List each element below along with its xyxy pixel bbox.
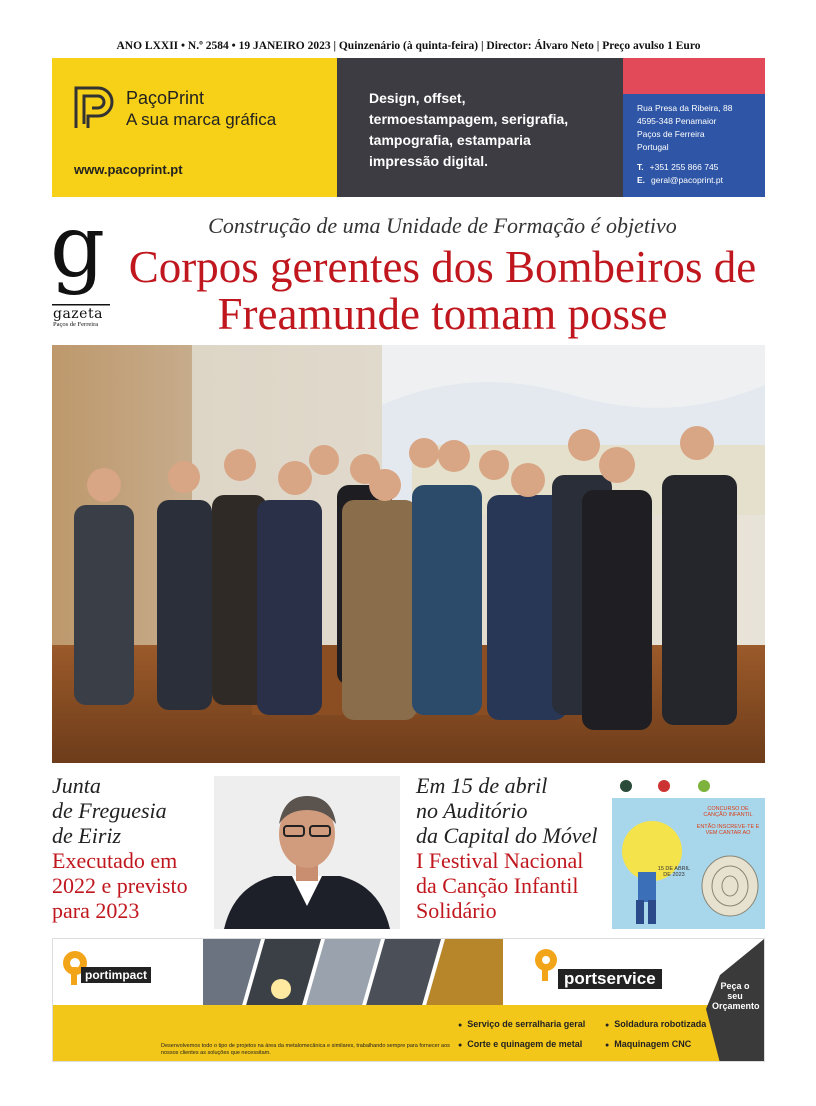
- pacoprint-logo-icon: [74, 86, 116, 130]
- story-right-kicker-3: da Capital do Móvel: [416, 823, 598, 848]
- festival-poster-image: [612, 776, 765, 929]
- ad-red-strip: [623, 58, 765, 94]
- poster-text-2: ENTÃO INSCREVE-TE E VEM CANTAR AO: [696, 824, 760, 836]
- story-left-kicker-1: Junta: [52, 773, 101, 798]
- poster-text-3: 15 DE ABRIL DE 2023: [657, 866, 691, 878]
- ad-services-panel: [337, 58, 623, 197]
- gazeta-logo-letter: g: [50, 197, 106, 297]
- quote-cta-button[interactable]: Peça o seu Orçamento: [712, 981, 760, 1011]
- story-left-kicker-2: de Freguesia: [52, 798, 167, 823]
- festival-poster[interactable]: [612, 776, 765, 929]
- portservice-logo-icon: [533, 947, 559, 981]
- ad-services-text: Design, offset, termoestampagem, serigrafia, tampografia, estamparia impressão digital.: [369, 90, 569, 169]
- story-right-headline-1: I Festival Nacional: [416, 848, 584, 873]
- service-item-1: ● Serviço de serralharia geral: [458, 1019, 585, 1029]
- main-story-kicker: Construção de uma Unidade de Formação é objetivo: [208, 213, 677, 238]
- top-banner-ad[interactable]: [52, 58, 765, 197]
- service-item-4: ● Maquinagem CNC: [605, 1039, 691, 1049]
- service-item-3: ● Corte e quinagem de metal: [458, 1039, 582, 1049]
- service-item-2: ● Soldadura robotizada: [605, 1019, 706, 1029]
- gazeta-logo-subtitle: Paços de Ferreira: [53, 321, 99, 328]
- ad-description: Desenvolvemos todo o tipo de projetos na área da metalomecânica e similares, trabalhando sempre para fornecer aos nossos clientes as soluções que necessitam.: [161, 1043, 450, 1056]
- logo-underline: [52, 304, 110, 306]
- story-left-kicker-3: de Eiriz: [52, 823, 122, 848]
- ad-yellow-panel: [52, 58, 337, 197]
- ad-phone[interactable]: +351 255 866 745: [649, 162, 719, 172]
- poster-text-1: CONCURSO DE CANÇÃO INFANTIL: [703, 806, 753, 818]
- ad-tagline: A sua marca gráfica: [126, 110, 277, 129]
- main-story-photo[interactable]: [52, 345, 765, 763]
- ad-contact-info: [637, 161, 723, 187]
- group-photo-image: [52, 345, 765, 763]
- ad-brand-name: PaçoPrint: [126, 88, 205, 108]
- gazeta-logo-name: gazeta: [53, 306, 103, 322]
- story-festival-cancao[interactable]: [416, 773, 616, 923]
- story-left-headline-3: para 2023: [52, 898, 140, 923]
- portrait-photo[interactable]: [214, 776, 400, 929]
- masthead-info: ANO LXXII • N.º 2584 • 19 JANEIRO 2023 | Quinzenário (à quinta-feira) | Director: Álvaro Neto | Preço avulso 1 Euro: [116, 40, 701, 52]
- ad-email[interactable]: geral@pacoprint.pt: [651, 175, 723, 185]
- portimpact-brand: portimpact: [81, 967, 151, 983]
- main-story-headline[interactable]: Corpos gerentes dos Bombeiros de Freamunde tomam posse: [128, 242, 757, 339]
- portservice-brand: portservice: [558, 969, 662, 989]
- bottom-banner-ad[interactable]: [52, 938, 765, 1062]
- story-right-headline-3: Solidário: [416, 898, 497, 923]
- story-junta-eiriz[interactable]: [52, 773, 212, 923]
- story-left-headline-2: 2022 e previsto: [52, 873, 188, 898]
- story-left-headline-1: Executado em: [52, 848, 178, 873]
- ad-contact-panel: [623, 58, 765, 197]
- machinery-photos: [203, 939, 503, 1009]
- story-right-headline-2: da Canção Infantil: [416, 873, 579, 898]
- story-right-kicker-1: Em 15 de abril: [416, 773, 548, 798]
- ad-url-link[interactable]: www.pacoprint.pt: [74, 162, 183, 177]
- story-right-kicker-2: no Auditório: [416, 798, 528, 823]
- ad-email-row: E. geral@pacoprint.pt: [637, 175, 723, 185]
- portrait-image: [214, 776, 400, 929]
- ad-address: Rua Presa da Ribeira, 88 4595-348 Penamaior Paços de Ferreira Portugal: [637, 103, 733, 152]
- ad-phone-row: T. +351 255 866 745: [637, 162, 719, 172]
